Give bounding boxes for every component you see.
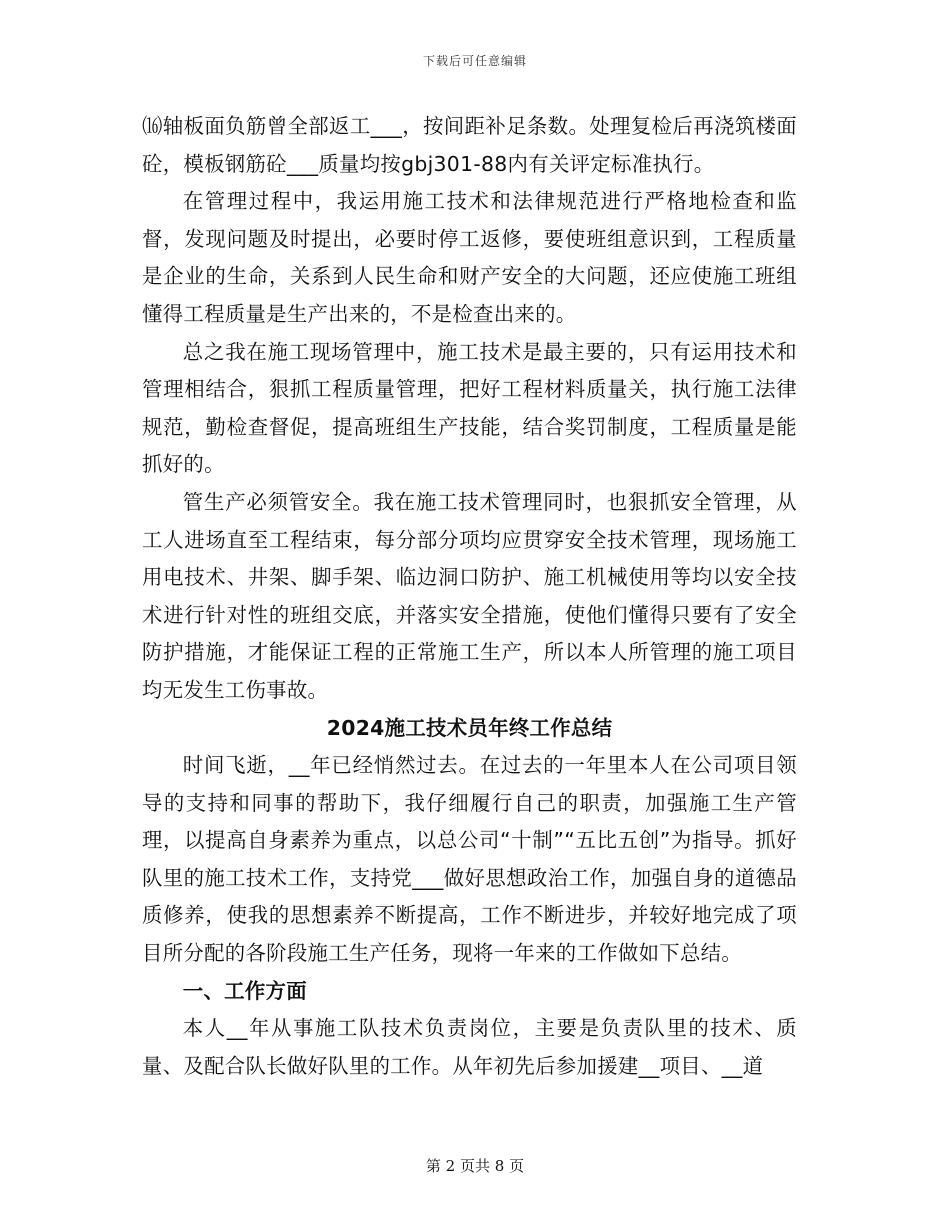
paragraph-1: ⒃轴板面负筋曾全部返工___，按间距补足条数。处理复检后再浇筑楼面砼，模板钢筋砼___质量均按gbj301-88内有关评定标准执行。 bbox=[142, 114, 797, 176]
paragraph-4: 管生产必须管安全。我在施工技术管理同时，也狠抓安全管理，从工人进场直至工程结束，每分部分项均应贯穿安全技术管理，现场施工用电技术、井架、脚手架、临边洞口防护、施工机械使用等均以安全技术进行针对性的班组交底，并落实安全措施，使他们懂得只要有了安全防护措施，才能保证工程的正常施工生产，所以本人所管理的施工项目均无发生工伤事故。 bbox=[142, 489, 797, 702]
page-header: 下载后可任意编辑 bbox=[422, 54, 527, 68]
document-body bbox=[142, 108, 797, 1085]
paragraph-3: 总之我在施工现场管理中，施工技术是最主要的，只有运用技术和管理相结合，狠抓工程质量管理，把好工程材料质量关，执行施工法律规范，勤检查督促，提高班组生产技能，结合奖罚制度，工程质量是能抓好的。 bbox=[142, 339, 797, 477]
section-heading: 一、工作方面 bbox=[182, 978, 307, 1003]
page-footer: 第 2 页共 8 页 bbox=[425, 1157, 525, 1175]
paragraph-6: 本人__年从事施工队技术负责岗位，主要是负责队里的技术、质量、及配合队长做好队里的工作。从年初先后参加援建__项目、__道 bbox=[142, 1016, 797, 1078]
paragraph-2: 在管理过程中，我运用施工技术和法律规范进行严格地检查和监督，发现问题及时提出，必要时停工返修，要使班组意识到，工程质量是企业的生命，关系到人民生命和财产安全的大问题，还应使施工班组懂得工程质量是生产出来的，不是检查出来的。 bbox=[142, 189, 797, 326]
document-title: 2024施工技术员年终工作总结 bbox=[326, 715, 613, 740]
paragraph-5: 时间飞逝，__年已经悄然过去。在过去的一年里本人在公司项目领导的支持和同事的帮助下，我仔细履行自己的职责，加强施工生产管理，以提高自身素养为重点，以总公司“十制”“五比五创”为指导。抓好队里的施工技术工作，支持党___做好思想政治工作，加强自身的道德品质修养，使我的思想素养不断提高，工作不断进步，并较好地完成了项目所分配的各阶段施工生产任务，现将一年来的工作做如下总结。 bbox=[142, 753, 797, 966]
